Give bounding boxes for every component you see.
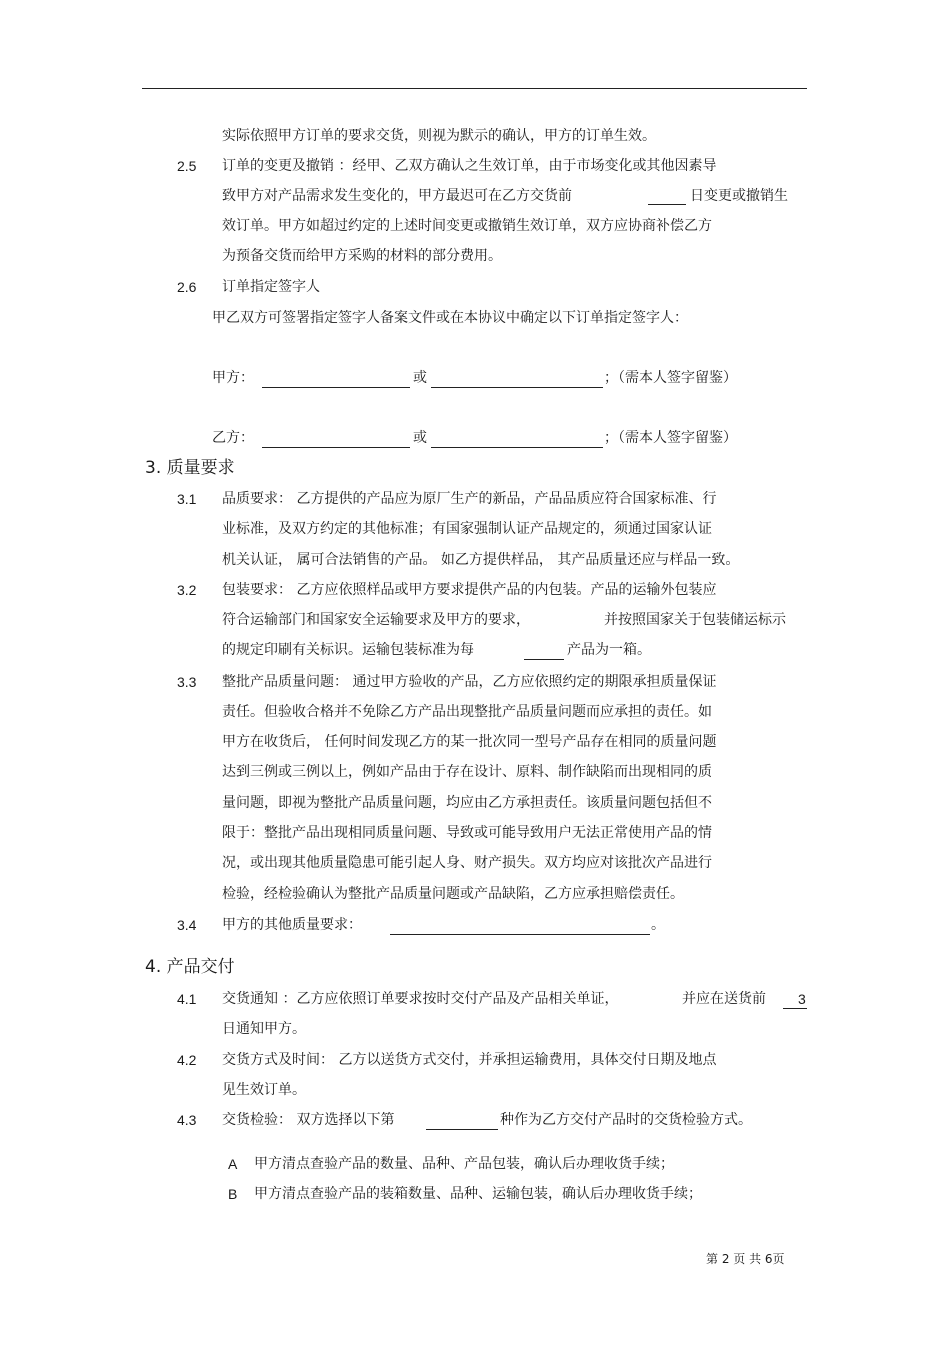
section-number: 4.2 <box>177 1052 197 1068</box>
section-number: 2.5 <box>177 158 197 174</box>
fill-blank-pack-qty[interactable] <box>524 659 564 660</box>
paragraph-line: 甲方的其他质量要求： <box>222 917 362 933</box>
paragraph-line: 实际依照甲方订单的要求交货，则视为默示的确认，甲方的订单生效。 <box>222 128 656 144</box>
fill-blank-notice-days[interactable] <box>783 1008 807 1009</box>
sign-or: 或 <box>413 370 427 386</box>
sign-party-b-blank-1[interactable] <box>262 447 410 448</box>
section-number: 3.1 <box>177 491 197 507</box>
paragraph-line: 限于：整批产品出现相同质量问题、导致或可能导致用户无法正常使用产品的情 <box>222 825 712 841</box>
paragraph-line: 甲乙双方可签署指定签字人备案文件或在本协议中确定以下订单指定签字人： <box>212 310 688 326</box>
paragraph-line: 符合运输部门和国家安全运输要求及甲方的要求， <box>222 612 530 628</box>
paragraph-line: 日通知甲方。 <box>222 1021 306 1037</box>
paragraph-line: 的规定印刷有关标识。运输包装标准为每 <box>222 642 474 658</box>
sign-note: ；（需本人签字留鉴） <box>604 430 737 446</box>
sign-party-a-label: 甲方： <box>212 370 254 386</box>
paragraph-line: 见生效订单。 <box>222 1082 306 1098</box>
paragraph-line: 机关认证， 属可合法销售的产品。 如乙方提供样品， 其产品质量还应与样品一致。 <box>222 552 740 568</box>
paragraph-line: 。 <box>651 917 665 933</box>
paragraph-line: 达到三例或三例以上，例如产品由于存在设计、原料、制作缺陷而出现相同的质 <box>222 764 712 780</box>
paragraph-line: 量问题，即视为整批产品质量问题，均应由乙方承担责任。该质量问题包括但不 <box>222 795 712 811</box>
paragraph-line: 整批产品质量问题： 通过甲方验收的产品，乙方应依照约定的期限承担质量保证 <box>222 674 717 690</box>
paragraph-line: 况，或出现其他质量隐患可能引起人身、财产损失。双方均应对该批次产品进行 <box>222 855 712 871</box>
paragraph-line: 交货检验： 双方选择以下第 <box>222 1112 395 1128</box>
section-title: 订单指定签字人 <box>222 279 320 295</box>
heading-delivery: 4. 产品交付 <box>145 957 235 977</box>
notice-days-value: 3 <box>798 991 806 1007</box>
sign-party-b-blank-2[interactable] <box>431 447 603 448</box>
option-key: B <box>228 1186 238 1202</box>
section-number: 3.4 <box>177 917 197 933</box>
paragraph-line: 日变更或撤销生 <box>690 188 788 204</box>
paragraph-line: 业标准，及双方约定的其他标准；有国家强制认证产品规定的，须通过国家认证 <box>222 521 712 537</box>
paragraph-line: 致甲方对产品需求发生变化的，甲方最迟可在乙方交货前 <box>222 188 572 204</box>
fill-blank-days[interactable] <box>648 204 686 205</box>
sign-party-a-blank-2[interactable] <box>431 387 603 388</box>
paragraph-line: 包装要求： 乙方应依照样品或甲方要求提供产品的内包装。产品的运输外包装应 <box>222 582 717 598</box>
fill-blank-quality-req[interactable] <box>390 934 650 935</box>
paragraph-line: 并应在送货前 <box>682 991 766 1007</box>
section-number: 4.1 <box>177 991 197 1007</box>
paragraph-line: 检验，经检验确认为整批产品质量问题或产品缺陷，乙方应承担赔偿责任。 <box>222 886 684 902</box>
fill-blank-inspection-option[interactable] <box>426 1129 498 1130</box>
section-number: 3.2 <box>177 582 197 598</box>
page-footer: 第 2 页 共 6页 <box>706 1252 785 1266</box>
paragraph-line: 为预备交货而给甲方采购的材料的部分费用。 <box>222 248 502 264</box>
paragraph-line: 订单的变更及撤销 ：经甲、乙双方确认之生效订单，由于市场变化或其他因素导 <box>222 158 717 174</box>
paragraph-line: 交货通知 ：乙方应依照订单要求按时交付产品及产品相关单证， <box>222 991 619 1007</box>
paragraph-line: 效订单。甲方如超过约定的上述时间变更或撤销生效订单，双方应协商补偿乙方 <box>222 218 712 234</box>
option-text: 甲方清点查验产品的数量、品种、产品包装，确认后办理收货手续； <box>254 1156 674 1172</box>
sign-party-b-label: 乙方： <box>212 430 254 446</box>
paragraph-line: 责任。但验收合格并不免除乙方产品出现整批产品质量问题而应承担的责任。如 <box>222 704 712 720</box>
sign-note: ；（需本人签字留鉴） <box>604 370 737 386</box>
heading-quality: 3. 质量要求 <box>145 458 235 478</box>
header-rule <box>142 88 807 89</box>
paragraph-line: 交货方式及时间： 乙方以送货方式交付，并承担运输费用，具体交付日期及地点 <box>222 1052 717 1068</box>
sign-or: 或 <box>413 430 427 446</box>
section-number: 4.3 <box>177 1112 197 1128</box>
option-key: A <box>228 1156 238 1172</box>
paragraph-line: 种作为乙方交付产品时的交货检验方式。 <box>500 1112 752 1128</box>
paragraph-line: 产品为一箱。 <box>567 642 651 658</box>
paragraph-line: 品质要求： 乙方提供的产品应为原厂生产的新品，产品品质应符合国家标准、行 <box>222 491 717 507</box>
option-text: 甲方清点查验产品的装箱数量、品种、运输包装，确认后办理收货手续； <box>254 1186 702 1202</box>
section-number: 3.3 <box>177 674 197 690</box>
sign-party-a-blank-1[interactable] <box>262 387 410 388</box>
paragraph-line: 甲方在收货后， 任何时间发现乙方的某一批次同一型号产品存在相同的质量问题 <box>222 734 717 750</box>
paragraph-line: 并按照国家关于包装储运标示 <box>604 612 786 628</box>
section-number: 2.6 <box>177 279 197 295</box>
